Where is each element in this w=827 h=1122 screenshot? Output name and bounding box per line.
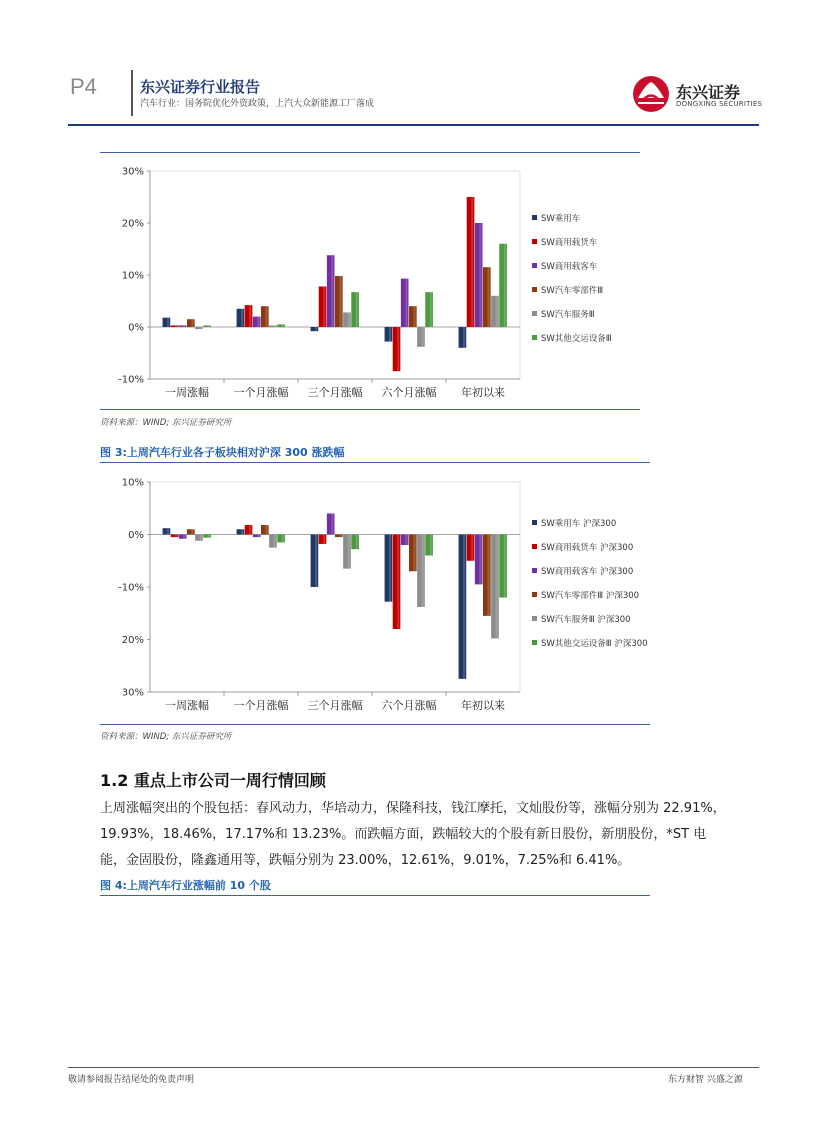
bar-highlight — [282, 535, 284, 543]
x-tick-label: 一个月涨幅 — [233, 386, 289, 399]
bar-highlight — [356, 535, 358, 550]
bar-highlight — [504, 535, 506, 598]
bar-highlight — [274, 325, 276, 327]
legend-label: SW商用载客车 沪深300 — [541, 567, 634, 577]
legend-label: SW乘用车 沪深300 — [541, 519, 617, 529]
bar-highlight — [315, 327, 317, 331]
figure1-bar-chart — [100, 153, 640, 408]
figure2-source: 资料来源：WIND; 东兴证券研究所 — [100, 732, 232, 742]
legend-label: SW汽车服务Ⅲ — [541, 310, 595, 320]
x-tick-label: 年初以来 — [461, 699, 505, 712]
bar-highlight — [200, 327, 202, 329]
legend-label: SW乘用车 — [541, 214, 581, 224]
page-number: P4 — [70, 74, 97, 99]
bar-highlight — [339, 276, 341, 327]
bar-highlight — [389, 535, 391, 602]
bar-highlight — [257, 535, 259, 538]
legend-swatch — [532, 520, 537, 525]
legend-swatch — [532, 335, 537, 340]
y-tick-label: 10% — [121, 270, 144, 282]
legend-label: SW其他交运设备Ⅲ — [541, 334, 612, 344]
figure3-caption: 图 4:上周汽车行业涨幅前 10 个股 — [100, 879, 271, 892]
y-tick-label: 0% — [128, 322, 144, 334]
bar-highlight — [413, 535, 415, 572]
bar-highlight — [405, 535, 407, 546]
y-tick-label: 30% — [121, 687, 144, 699]
bar-highlight — [200, 535, 202, 541]
report-title: 东兴证券行业报告 — [140, 78, 261, 96]
legend-label: SW其他交运设备Ⅲ 沪深300 — [541, 639, 648, 649]
figure2-bottom-rule — [100, 724, 650, 725]
bar-highlight — [331, 514, 333, 535]
legend-swatch — [532, 568, 537, 573]
figure2-top-rule — [100, 462, 650, 463]
bar-highlight — [167, 318, 169, 327]
bar-highlight — [487, 267, 489, 327]
report-subtitle: 汽车行业：国务院优化外资政策，上汽大众新能源工厂落成 — [140, 99, 375, 109]
legend-swatch — [532, 287, 537, 292]
x-tick-label: 六个月涨幅 — [381, 699, 437, 712]
bar-highlight — [463, 535, 465, 679]
legend-swatch — [532, 544, 537, 549]
bar-highlight — [348, 535, 350, 569]
x-tick-label: 年初以来 — [461, 386, 505, 399]
bar-highlight — [282, 324, 284, 327]
bar-highlight — [405, 279, 407, 327]
legend-swatch — [532, 616, 537, 621]
figure1-source: 资料来源：WIND; 东兴证券研究所 — [100, 418, 232, 428]
bar-highlight — [167, 528, 169, 534]
bar-highlight — [496, 296, 498, 327]
figure2-bar-chart — [100, 464, 650, 722]
legend-swatch — [532, 263, 537, 268]
y-tick-label: 30% — [121, 166, 144, 178]
y-tick-label: 10% — [121, 477, 144, 489]
bar-highlight — [183, 325, 185, 327]
bar-highlight — [422, 535, 424, 607]
bar-highlight — [191, 319, 193, 327]
legend-label: SW汽车零部件Ⅲ — [541, 286, 604, 296]
x-tick-label: 一个月涨幅 — [233, 699, 289, 712]
bar-highlight — [331, 255, 333, 327]
bar-highlight — [471, 197, 473, 327]
legend-swatch — [532, 239, 537, 244]
legend-swatch — [532, 215, 537, 220]
header-rule — [68, 124, 759, 126]
legend-swatch — [532, 311, 537, 316]
bar-highlight — [430, 535, 432, 556]
y-tick-label: -10% — [118, 582, 144, 594]
figure1-bottom-rule — [100, 409, 640, 410]
x-tick-label: 一周涨幅 — [165, 699, 209, 712]
legend-label: SW汽车零部件Ⅲ 沪深300 — [541, 591, 640, 601]
figure3-top-rule — [100, 895, 650, 896]
logo-text-cn: 东兴证券 — [676, 83, 741, 102]
x-tick-label: 一周涨幅 — [165, 386, 209, 399]
paragraph-line: 能，金固股份，隆鑫通用等，跌幅分别为 23.00%，12.61%，9.01%，7.25%和 6.41%。 — [100, 853, 631, 868]
legend-swatch — [532, 592, 537, 597]
bar-highlight — [274, 535, 276, 548]
legend-label: SW汽车服务Ⅲ 沪深300 — [541, 615, 631, 625]
bar-highlight — [348, 312, 350, 327]
bar-highlight — [257, 317, 259, 327]
bar-highlight — [413, 306, 415, 327]
bar-highlight — [356, 292, 358, 327]
bar-highlight — [479, 535, 481, 585]
bar-highlight — [265, 306, 267, 327]
legend-label: SW商用载货车 — [541, 238, 598, 248]
footer-rule — [68, 1067, 759, 1068]
y-tick-label: 20% — [121, 635, 144, 646]
company-logo-icon — [630, 74, 674, 114]
bar-highlight — [175, 325, 177, 327]
bar-highlight — [241, 309, 243, 327]
bar-highlight — [463, 327, 465, 348]
bar-highlight — [397, 535, 399, 630]
bar-highlight — [389, 327, 391, 342]
x-tick-label: 三个月涨幅 — [307, 386, 363, 399]
bar-highlight — [241, 529, 243, 534]
paragraph-line: 上周涨幅突出的个股包括：春风动力，华培动力，保隆科技，钱江摩托，文灿股份等，涨幅分别为 22.91%， — [100, 801, 726, 816]
bar-highlight — [487, 535, 489, 616]
bar-highlight — [397, 327, 399, 371]
legend-label: SW商用载客车 — [541, 262, 598, 272]
bar-highlight — [496, 535, 498, 639]
bar-highlight — [249, 525, 251, 534]
bar-highlight — [323, 286, 325, 327]
bar-highlight — [175, 535, 177, 538]
paragraph-line: 19.93%，18.46%，17.17%和 13.23%。而跌幅方面，跌幅较大的个股有新日股份，新朋股份，*ST 电 — [100, 827, 707, 842]
section-title: 1.2 重点上市公司一周行情回顾 — [100, 771, 326, 790]
bar-highlight — [479, 223, 481, 327]
bar-highlight — [191, 529, 193, 534]
header-divider — [131, 70, 133, 116]
bar-highlight — [315, 535, 317, 588]
x-tick-label: 三个月涨幅 — [307, 699, 363, 712]
footer-disclaimer: 敬请参阅报告结尾处的免责声明 — [68, 1075, 195, 1085]
footer-slogan: 东方财智 兴盛之源 — [668, 1075, 743, 1085]
bar-highlight — [249, 305, 251, 327]
legend-label: SW商用载货车 沪深300 — [541, 543, 634, 553]
section-paragraph — [100, 796, 760, 874]
legend-swatch — [532, 640, 537, 645]
bar-highlight — [265, 525, 267, 534]
bar-highlight — [471, 535, 473, 561]
bar-highlight — [504, 244, 506, 327]
y-tick-label: 20% — [121, 218, 144, 230]
bar-highlight — [430, 292, 432, 327]
bar-highlight — [208, 535, 210, 538]
y-tick-label: -10% — [118, 374, 144, 386]
bar-highlight — [339, 535, 341, 538]
figure2-caption: 图 3:上周汽车行业各子板块相对沪深 300 涨跌幅 — [100, 446, 345, 459]
x-tick-label: 六个月涨幅 — [381, 386, 437, 399]
bar-highlight — [183, 535, 185, 539]
y-tick-label: 0% — [128, 530, 144, 541]
logo-text-en: DONGXING SECURITIES — [676, 100, 763, 108]
bar-highlight — [422, 327, 424, 347]
bar-highlight — [323, 535, 325, 544]
bar-highlight — [208, 325, 210, 327]
